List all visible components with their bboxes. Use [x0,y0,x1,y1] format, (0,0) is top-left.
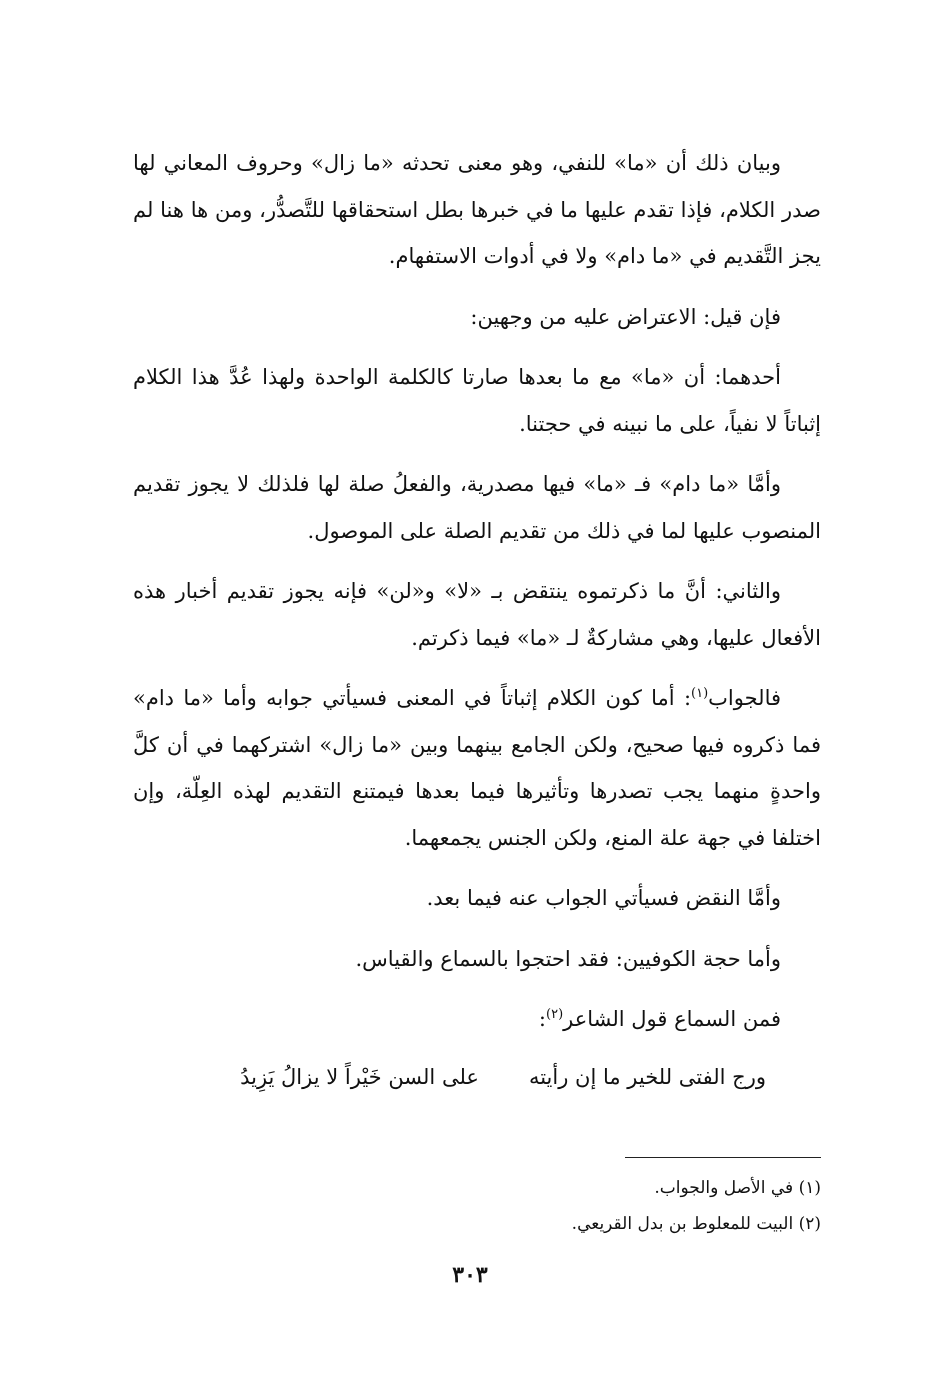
poetry-verse [166,1054,766,1100]
second-hemistich: على السن خَيْراً لا يزالُ يَزِيدُ [240,1065,479,1089]
poet-intro-colon: : [538,1007,546,1031]
poet-intro [133,996,821,1043]
footnote-marker-1: (١) [691,686,709,701]
paragraph: فإن قيل: الاعتراض عليه من وجهين: [470,304,781,329]
first-hemistich: ورج الفتى للخير ما إن رأيته [528,1065,766,1089]
answer-lead: فالجواب [708,686,781,710]
footnotes [300,1170,821,1242]
footnote-1: (١) في الأصل والجواب. [654,1178,821,1198]
paragraph: أحدهما: أن «ما» مع ما بعدها صارتا كالكلمة الواحدة ولهذا عُدَّ هذا الكلام إثباتاً لا نفياً، على ما نبينه في حجتنا. [133,365,821,436]
paragraph: وبيان ذلك أن «ما» للنفي، وهو معنى تحدثه «ما زال» وحروف المعاني لها صدر الكلام، فإذا تقدم عليها ما في خبرها بطل استحقاقها للتَّصدُّر، ومن ها هنا لم يجز التَّقديم في «ما دام» ولا في أدوات الاستفهام. [133,151,821,268]
paragraph: وأمَّا «ما دام» فـ «ما» فيها مصدرية، والفعلُ صلة لها فلذلك لا يجوز تقديم المنصوب عليها لما في ذلك من تقديم الصلة على الموصول. [133,472,821,543]
paragraph: وأما حجة الكوفيين: فقد احتجوا بالسماع والقياس. [355,946,781,971]
main-text [133,140,821,1057]
footnote-marker-2: (٢) [546,1007,564,1022]
footnote-2: (٢) البيت للمعلوط بن بدل القريعي. [571,1214,821,1234]
paragraph: والثاني: أنَّ ما ذكرتموه ينتقض بـ «لا» و«لن» فإنه يجوز تقديم أخبار هذه الأفعال عليها، وهي مشاركةٌ لـ «ما» فيما ذكرتم. [133,579,821,650]
poet-intro-text: فمن السماع قول الشاعر [563,1007,781,1031]
answer-text: : أما كون الكلام إثباتاً في المعنى فسيأتي جوابه وأما «ما دام» فما ذكروه فيها صحيح، ولكن الجامع بينهما وبين «ما زال» اشتركهما في أن كلَّ واحدةٍ منهما يجب تصدرها وتأثيرها فيما بعدها فيمتنع التقديم لهذه العِلّة، وإن اختلفا في جهة علة المنع، ولكن الجنس يجمعهما. [133,686,821,850]
page-number: ٣٠٣ [452,1262,488,1288]
footnote-separator [625,1157,821,1158]
paragraph: وأمَّا النقض فسيأتي الجواب عنه فيما بعد. [426,886,781,910]
answer-paragraph [133,675,821,861]
